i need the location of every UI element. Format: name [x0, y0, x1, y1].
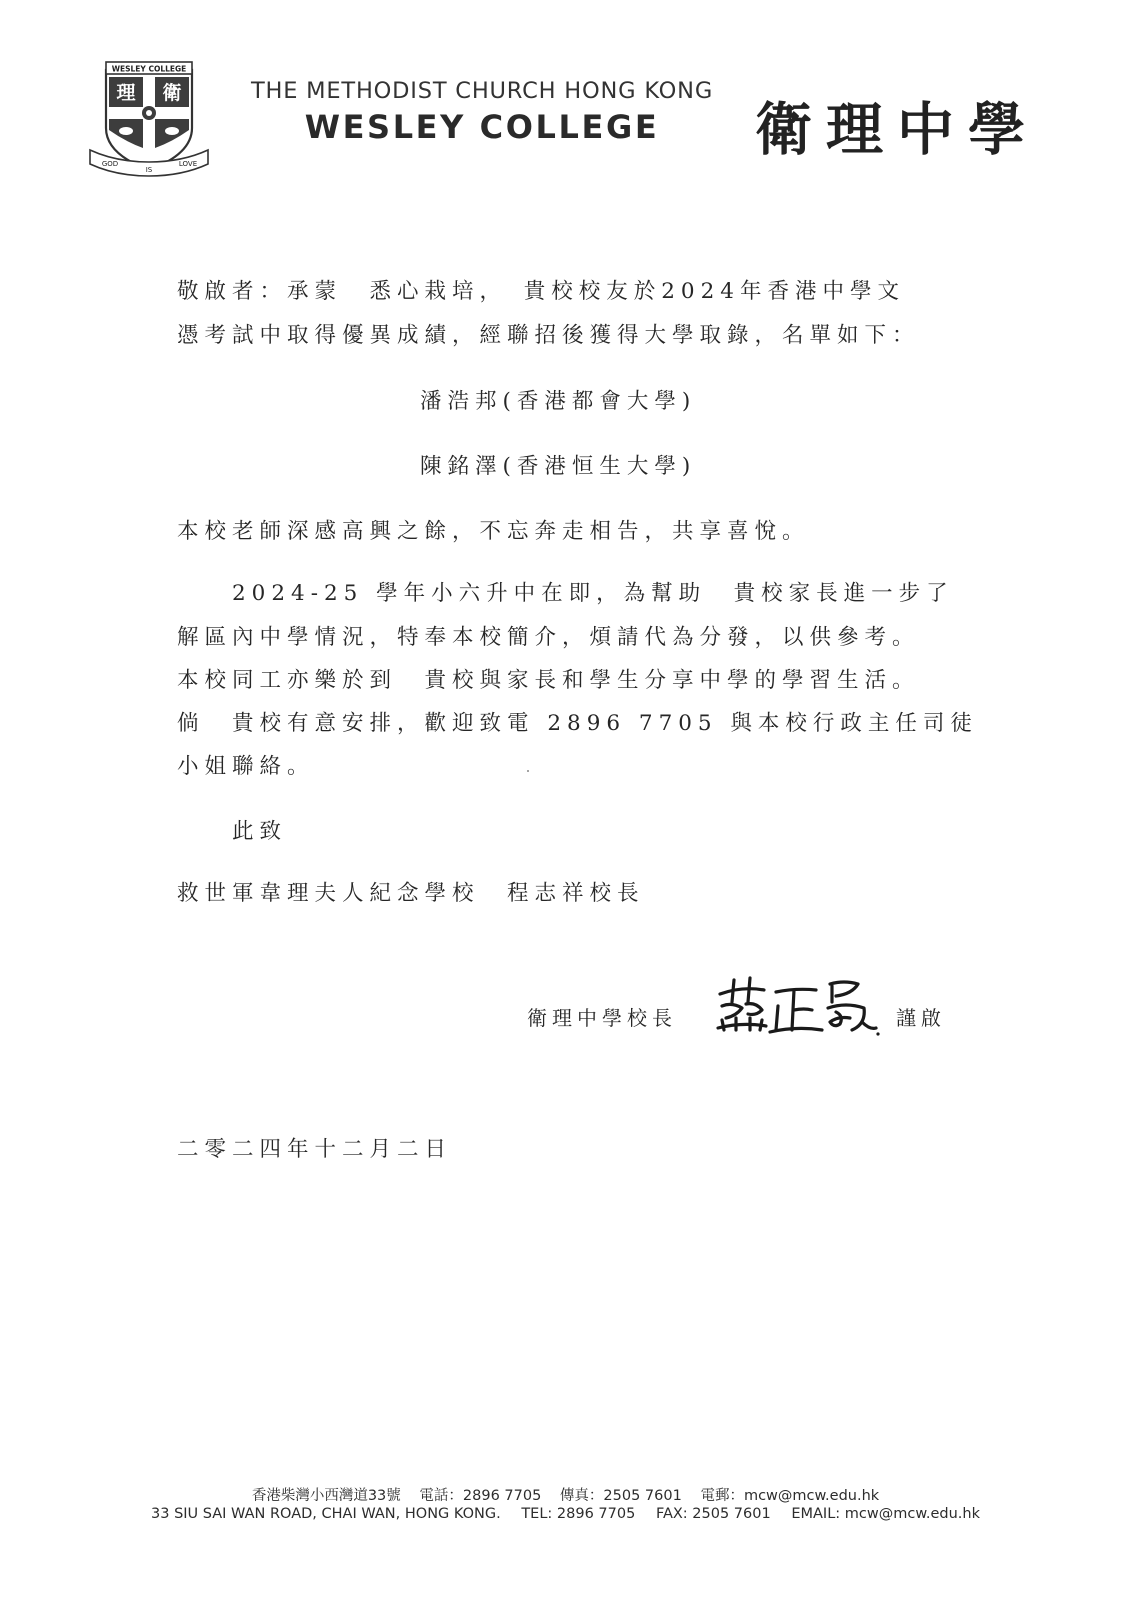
- paragraph-3-line-5: 小姐聯絡。: [177, 754, 315, 779]
- school-name-chinese: 衛理中學: [755, 97, 1039, 163]
- letter-date: 二零二四年十二月二日: [177, 1137, 453, 1162]
- church-name: THE METHODIST CHURCH HONG KONG: [250, 78, 714, 104]
- svg-text:衛: 衛: [162, 82, 182, 104]
- footer-email-zh: 電郵：mcw@mcw.edu.hk: [700, 1488, 880, 1504]
- student-entry: 陳銘澤(香港恒生大學): [420, 454, 697, 479]
- footer-tel-en: TEL: 2896 7705: [521, 1506, 636, 1522]
- svg-text:LOVE: LOVE: [178, 160, 198, 168]
- paragraph-1-line-1: 敬啟者：承蒙 悉心栽培， 貴校校友於2024年香港中學文: [177, 279, 905, 304]
- handwritten-signature: [712, 972, 882, 1046]
- school-crest-logo: [86, 58, 212, 178]
- svg-text:IS: IS: [145, 166, 153, 174]
- salutation: 此致: [232, 819, 288, 844]
- paragraph-2: 本校老師深感高興之餘，不忘奔走相告，共享喜悅。: [177, 519, 810, 544]
- signatory-title: 衛理中學校長: [527, 1006, 677, 1030]
- paragraph-3-line-2: 解區內中學情況，特奉本校簡介，煩請代為分發，以供參考。: [177, 625, 920, 650]
- footer-contact-chinese: [0, 1484, 1131, 1505]
- footer-email-en: EMAIL: mcw@mcw.edu.hk: [791, 1506, 980, 1522]
- school-name-english: [232, 78, 732, 146]
- footer-tel-zh: 電話：2896 7705: [419, 1488, 542, 1504]
- scan-speck: [527, 770, 529, 772]
- paragraph-3-line-1: 2024-25 學年小六升中在即，為幫助 貴校家長進一步了: [232, 581, 954, 606]
- recipient: 救世軍韋理夫人紀念學校 程志祥校長: [177, 881, 645, 906]
- svg-text:GOD: GOD: [101, 160, 119, 168]
- college-name: WESLEY COLLEGE: [304, 108, 660, 146]
- footer-contact-english: [0, 1506, 1131, 1522]
- paragraph-1-line-2: 憑考試中取得優異成績，經聯招後獲得大學取錄，名單如下：: [177, 323, 920, 348]
- footer-fax-en: FAX: 2505 7601: [655, 1506, 771, 1522]
- footer-address-en: 33 SIU SAI WAN ROAD, CHAI WAN, HONG KONG.: [151, 1506, 501, 1522]
- svg-text:WESLEY COLLEGE: WESLEY COLLEGE: [111, 64, 187, 74]
- paragraph-3-line-3: 本校同工亦樂於到 貴校與家長和學生分享中學的學習生活。: [177, 668, 920, 693]
- footer-fax-zh: 傳真：2505 7601: [559, 1488, 682, 1504]
- closing-remark: 謹啟: [896, 1006, 946, 1030]
- student-entry: 潘浩邦(香港都會大學): [420, 389, 697, 414]
- svg-text:理: 理: [116, 82, 136, 104]
- footer-address-zh: 香港柴灣小西灣道33號: [251, 1488, 401, 1504]
- paragraph-3-line-4: 倘 貴校有意安排，歡迎致電 2896 7705 與本校行政主任司徒: [177, 711, 978, 736]
